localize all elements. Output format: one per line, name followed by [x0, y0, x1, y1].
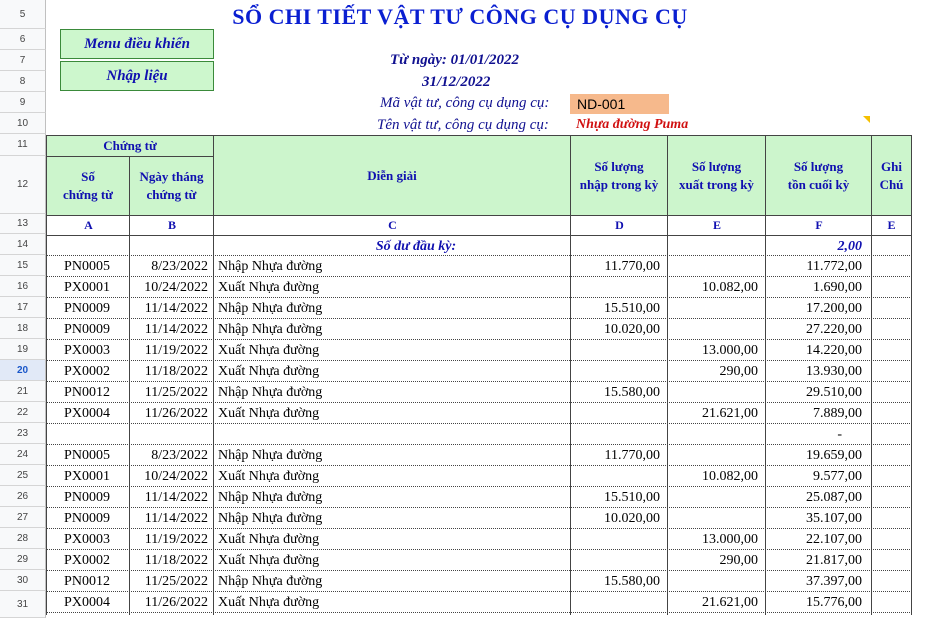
- cell-qty-out[interactable]: [668, 571, 762, 591]
- header-note: Ghi Chú: [871, 135, 912, 216]
- period-from: Từ ngày: 01/01/2022: [390, 52, 519, 68]
- header-qty-out: Số lượng xuất trong kỳ: [667, 135, 766, 216]
- cell-qty-in[interactable]: [570, 550, 664, 570]
- cell-qty-in[interactable]: 15.510,00: [604, 490, 660, 505]
- cell-description[interactable]: Xuất Nhựa đường: [218, 532, 320, 547]
- cell-qty-in[interactable]: 15.580,00: [604, 574, 660, 589]
- col-letter-b: B: [129, 216, 214, 235]
- cell-description[interactable]: Xuất Nhựa đường: [218, 406, 320, 421]
- period-to: 31/12/2022: [422, 74, 491, 90]
- cell-qty-out[interactable]: [668, 508, 762, 528]
- cell-qty-in[interactable]: [570, 340, 664, 360]
- cell-qty-end[interactable]: 13.930,00: [806, 364, 862, 379]
- row-number-24[interactable]: 24: [0, 444, 46, 465]
- cell-qty-end[interactable]: 25.087,00: [806, 490, 862, 505]
- cell-qty-out[interactable]: 21.621,00: [702, 406, 758, 421]
- table-row: [46, 529, 912, 550]
- table-row: [46, 319, 912, 340]
- header-qty-end: Số lượng tồn cuối kỳ: [765, 135, 872, 216]
- row-number-28[interactable]: 28: [0, 528, 46, 549]
- data-entry-button[interactable]: Nhập liệu: [60, 61, 214, 91]
- cell-voucher-no[interactable]: PN0009: [64, 301, 110, 316]
- row-number-14[interactable]: 14: [0, 234, 46, 255]
- opening-value: 2,00: [837, 239, 862, 254]
- table-row: [46, 361, 912, 382]
- cell-qty-in[interactable]: 15.580,00: [604, 385, 660, 400]
- table-row: [46, 508, 912, 529]
- cell-qty-out[interactable]: 13.000,00: [702, 343, 758, 358]
- row-number-7[interactable]: 7: [0, 50, 46, 71]
- table-row: [46, 466, 912, 487]
- cell-description[interactable]: Nhập Nhựa đường: [218, 511, 323, 526]
- row-number-27[interactable]: 27: [0, 507, 46, 528]
- cell-qty-in[interactable]: [570, 529, 664, 549]
- cell-qty-in[interactable]: [570, 592, 664, 612]
- cell-voucher-date[interactable]: 8/23/2022: [151, 259, 208, 274]
- cell-qty-out[interactable]: [668, 487, 762, 507]
- cell-voucher-date[interactable]: 8/23/2022: [151, 448, 208, 463]
- header-qty-in: Số lượng nhập trong kỳ: [570, 135, 668, 216]
- table-row: [46, 487, 912, 508]
- cell-voucher-no[interactable]: PN0012: [64, 385, 110, 400]
- grid-line: [129, 235, 130, 615]
- cell-description[interactable]: Nhập Nhựa đường: [218, 259, 323, 274]
- cell-qty-end[interactable]: 15.776,00: [806, 595, 862, 610]
- cell-qty-in[interactable]: 15.510,00: [604, 301, 660, 316]
- cell-description[interactable]: Xuất Nhựa đường: [218, 553, 320, 568]
- cell-qty-end[interactable]: 35.107,00: [806, 511, 862, 526]
- cell-qty-end[interactable]: 29.510,00: [806, 385, 862, 400]
- cell-description[interactable]: Xuất Nhựa đường: [218, 595, 320, 610]
- table-row: [46, 340, 912, 361]
- row-number-25[interactable]: 25: [0, 465, 46, 486]
- row-number-26[interactable]: 26: [0, 486, 46, 507]
- cell-voucher-date[interactable]: 11/26/2022: [144, 595, 208, 610]
- cell-qty-end[interactable]: 19.659,00: [806, 448, 862, 463]
- cell-voucher-date[interactable]: 10/24/2022: [144, 280, 208, 295]
- cell-qty-end[interactable]: 9.577,00: [813, 469, 862, 484]
- cell-description[interactable]: Nhập Nhựa đường: [218, 574, 323, 589]
- opening-label: Số dư đầu kỳ:: [375, 239, 457, 254]
- cell-qty-in[interactable]: 11.770,00: [604, 448, 660, 463]
- cell-voucher-date[interactable]: 11/19/2022: [144, 343, 208, 358]
- cell-voucher-no[interactable]: PX0004: [64, 406, 110, 421]
- cell-qty-out[interactable]: [668, 256, 762, 276]
- row-number-29[interactable]: 29: [0, 549, 46, 570]
- row-number-22[interactable]: 22: [0, 402, 46, 423]
- row-number-20[interactable]: 20: [0, 360, 46, 381]
- cell-qty-out[interactable]: 21.621,00: [702, 595, 758, 610]
- header-voucher-date: Ngày tháng chứng từ: [129, 156, 214, 216]
- row-number-12[interactable]: 12: [0, 156, 46, 214]
- col-letter-note: E: [871, 216, 912, 235]
- cell-voucher-no[interactable]: PX0001: [64, 469, 110, 484]
- cell-description[interactable]: [216, 424, 566, 444]
- cell-voucher-no[interactable]: PX0003: [64, 343, 110, 358]
- cell-voucher-date[interactable]: 11/26/2022: [144, 406, 208, 421]
- cell-qty-out[interactable]: [668, 382, 762, 402]
- cell-description[interactable]: Nhập Nhựa đường: [218, 385, 323, 400]
- cell-qty-end[interactable]: 21.817,00: [806, 553, 862, 568]
- cell-qty-in[interactable]: 10.020,00: [604, 511, 660, 526]
- row-number-23[interactable]: 23: [0, 423, 46, 444]
- table-row: [46, 571, 912, 592]
- cell-qty-out[interactable]: [668, 298, 762, 318]
- cell-voucher-date[interactable]: 10/24/2022: [144, 469, 208, 484]
- cell-description[interactable]: Xuất Nhựa đường: [218, 364, 320, 379]
- col-letter-c: C: [213, 216, 571, 235]
- cell-voucher-date[interactable]: 11/14/2022: [144, 301, 208, 316]
- cell-qty-end[interactable]: 37.397,00: [806, 574, 862, 589]
- table-row: [46, 592, 912, 613]
- row-number-8[interactable]: 8: [0, 71, 46, 92]
- cell-voucher-date[interactable]: 11/18/2022: [144, 364, 208, 379]
- opening-balance-row: [46, 235, 912, 256]
- table-row: [46, 424, 912, 445]
- page-title: SỔ CHI TIẾT VẬT TƯ CÔNG CỤ DỤNG CỤ: [232, 4, 688, 29]
- header-voucher-no: Số chứng từ: [46, 156, 130, 216]
- row-number-6[interactable]: 6: [0, 29, 46, 50]
- cell-voucher-date[interactable]: 11/14/2022: [144, 511, 208, 526]
- row-number-19[interactable]: 19: [0, 339, 46, 360]
- grid-line: [765, 235, 766, 615]
- cell-qty-end[interactable]: 1.690,00: [813, 280, 862, 295]
- cell-voucher-no[interactable]: PX0003: [64, 532, 110, 547]
- row-number-11[interactable]: 11: [0, 134, 46, 156]
- cell-qty-end[interactable]: 22.107,00: [806, 532, 862, 547]
- cell-voucher-no[interactable]: PN0012: [64, 574, 110, 589]
- cell-description[interactable]: Xuất Nhựa đường: [218, 343, 320, 358]
- table-row: [46, 445, 912, 466]
- row-number-18[interactable]: 18: [0, 318, 46, 339]
- cell-description[interactable]: Xuất Nhựa đường: [218, 280, 320, 295]
- cell-qty-in[interactable]: [570, 403, 664, 423]
- cell-qty-in[interactable]: [570, 424, 664, 444]
- item-name-value: Nhựa đường Puma: [576, 117, 689, 132]
- cell-voucher-no[interactable]: PN0005: [64, 448, 110, 463]
- item-name-label: Tên vật tư, công cụ dụng cụ:: [377, 117, 549, 133]
- cell-qty-out[interactable]: 10.082,00: [702, 280, 758, 295]
- col-letter-e: E: [667, 216, 766, 235]
- cell-voucher-no[interactable]: PX0002: [64, 364, 110, 379]
- row-number-5[interactable]: 5: [0, 0, 46, 29]
- row-number-9[interactable]: 9: [0, 92, 46, 113]
- cell-voucher-date[interactable]: 11/25/2022: [144, 574, 208, 589]
- cell-qty-end[interactable]: 11.772,00: [806, 259, 862, 274]
- table-row: [46, 298, 912, 319]
- cell-qty-out[interactable]: 13.000,00: [702, 532, 758, 547]
- cell-voucher-no[interactable]: PN0009: [64, 490, 110, 505]
- item-code-value[interactable]: ND-001: [570, 94, 669, 114]
- row-number-21[interactable]: 21: [0, 381, 46, 402]
- grid-line: [46, 235, 47, 615]
- cell-qty-end[interactable]: -: [837, 427, 842, 442]
- cell-voucher-date[interactable]: 11/14/2022: [144, 322, 208, 337]
- cell-description[interactable]: Nhập Nhựa đường: [218, 448, 323, 463]
- grid-line: [911, 235, 912, 615]
- cell-qty-in[interactable]: 10.020,00: [604, 322, 660, 337]
- row-number-10[interactable]: 10: [0, 113, 46, 134]
- row-number-30[interactable]: 30: [0, 570, 46, 591]
- cell-qty-in[interactable]: [570, 361, 664, 381]
- table-row: [46, 382, 912, 403]
- cell-description[interactable]: Nhập Nhựa đường: [218, 490, 323, 505]
- cell-voucher-no[interactable]: PX0002: [64, 553, 110, 568]
- table-row: [46, 550, 912, 571]
- grid-line: [213, 235, 214, 615]
- menu-control-button[interactable]: Menu điều khiển: [60, 29, 214, 59]
- cell-description[interactable]: Nhập Nhựa đường: [218, 322, 323, 337]
- cell-qty-out[interactable]: 290,00: [719, 364, 758, 379]
- cell-voucher-no[interactable]: PX0004: [64, 595, 110, 610]
- cell-voucher-date[interactable]: 11/25/2022: [144, 385, 208, 400]
- table-row: [46, 277, 912, 298]
- cell-voucher-no[interactable]: PX0001: [64, 280, 110, 295]
- item-code-label: Mã vật tư, công cụ dụng cụ:: [380, 95, 550, 111]
- table-row: [46, 403, 912, 424]
- row-number-17[interactable]: 17: [0, 297, 46, 318]
- cell-qty-out[interactable]: [668, 319, 762, 339]
- col-letter-f: F: [765, 216, 872, 235]
- cell-voucher-no[interactable]: [46, 424, 128, 444]
- cell-voucher-no[interactable]: PN0009: [64, 511, 110, 526]
- col-letter-a: A: [46, 216, 130, 235]
- cell-voucher-date[interactable]: 11/18/2022: [144, 553, 208, 568]
- cell-qty-out[interactable]: [668, 424, 762, 444]
- cell-qty-out[interactable]: 10.082,00: [702, 469, 758, 484]
- cell-qty-in[interactable]: 11.770,00: [604, 259, 660, 274]
- header-voucher: Chứng từ: [46, 135, 214, 157]
- row-number-15[interactable]: 15: [0, 255, 46, 276]
- cell-voucher-date[interactable]: 11/19/2022: [144, 532, 208, 547]
- cell-qty-in[interactable]: [570, 466, 664, 486]
- grid-line: [570, 235, 571, 615]
- row-number-13[interactable]: 13: [0, 214, 46, 234]
- grid-line: [667, 235, 668, 615]
- header-description: Diễn giải: [213, 135, 571, 216]
- row-number-16[interactable]: 16: [0, 276, 46, 297]
- cell-qty-out[interactable]: [668, 445, 762, 465]
- cell-voucher-date[interactable]: [128, 424, 212, 444]
- row-number-31[interactable]: 31: [0, 591, 46, 618]
- cell-qty-end[interactable]: 17.200,00: [806, 301, 862, 316]
- cell-voucher-no[interactable]: PN0009: [64, 322, 110, 337]
- cell-description[interactable]: Xuất Nhựa đường: [218, 469, 320, 484]
- cell-qty-end[interactable]: 27.220,00: [806, 322, 862, 337]
- cell-qty-out[interactable]: 290,00: [719, 553, 758, 568]
- grid-line: [871, 235, 872, 615]
- table-row: [46, 256, 912, 277]
- col-letter-d: D: [570, 216, 668, 235]
- cell-voucher-date[interactable]: 11/14/2022: [144, 490, 208, 505]
- cell-description[interactable]: Nhập Nhựa đường: [218, 301, 323, 316]
- cell-qty-in[interactable]: [570, 277, 664, 297]
- cell-voucher-no[interactable]: PN0005: [64, 259, 110, 274]
- cell-qty-end[interactable]: 14.220,00: [806, 343, 862, 358]
- cell-qty-end[interactable]: 7.889,00: [813, 406, 862, 421]
- comment-marker-icon: [863, 116, 870, 123]
